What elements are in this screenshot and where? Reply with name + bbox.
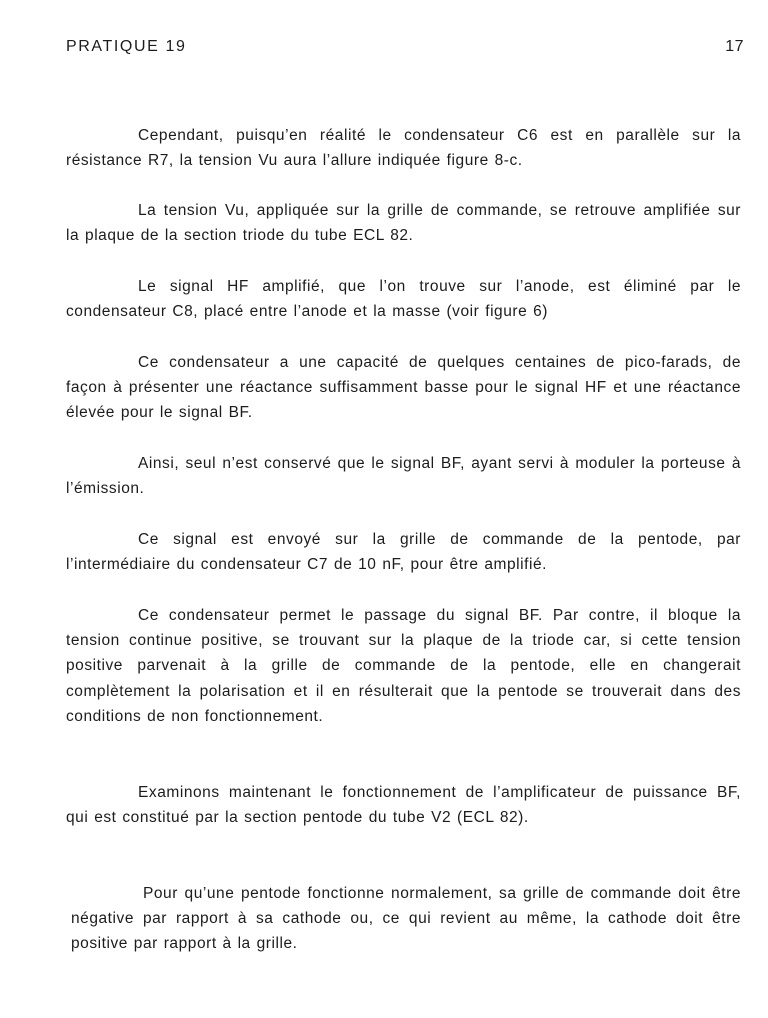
paragraph-condensateur-c6: Cependant, puisqu’en réalité le condensateur C6 est en parallèle sur la résistance R7, la tension Vu aura l’allure indiquée figure 8-c. — [66, 127, 741, 170]
paragraph-pentode-cathode: Pour qu’une pentode fonctionne normalement, sa grille de commande doit être négative par rapport à sa cathode ou, ce qui revient au même, la cathode doit être positive par rapport à la grille. — [71, 885, 741, 953]
paragraph-tension-vu: La tension Vu, appliquée sur la grille de commande, se retrouve amplifiée sur la plaque de la section triode du tube ECL 82. — [66, 202, 741, 245]
paragraph-signal-hf: Le signal HF amplifié, que l’on trouve sur l’anode, est éliminé par le condensateur C8, placé entre l’anode et la masse (voir figure 6) — [66, 278, 741, 321]
paragraph-amplificateur: Examinons maintenant le fonctionnement de l’amplificateur de puissance BF, qui est constitué par la section pentode du tube V2 (ECL 82). — [66, 784, 741, 827]
page-number: 17 — [725, 38, 744, 55]
paragraph-passage-bf: Ce condensateur permet le passage du signal BF. Par contre, il bloque la tension continue positive, se trouvant sur la plaque de la triode car, si cette tension positive parvenait à la grille de commande de la pentode, elle en changerait complètement la polarisation et il en résulterait que la pentode se trouverait dans des conditions de non fonctionnement. — [66, 607, 741, 725]
paragraph-capacite: Ce condensateur a une capacité de quelques centaines de pico-farads, de façon à présenter une réactance suffisamment basse pour le signal HF et une réactance élevée pour le signal BF. — [66, 354, 741, 422]
running-title: PRATIQUE 19 — [66, 38, 187, 55]
page-header — [66, 38, 744, 60]
paragraph-signal-bf: Ainsi, seul n’est conservé que le signal BF, ayant servi à moduler la porteuse à l’émission. — [66, 455, 741, 498]
paragraph-grille-pentode: Ce signal est envoyé sur la grille de commande de la pentode, par l’intermédiaire du condensateur C7 de 10 nF, pour être amplifié. — [66, 531, 741, 574]
